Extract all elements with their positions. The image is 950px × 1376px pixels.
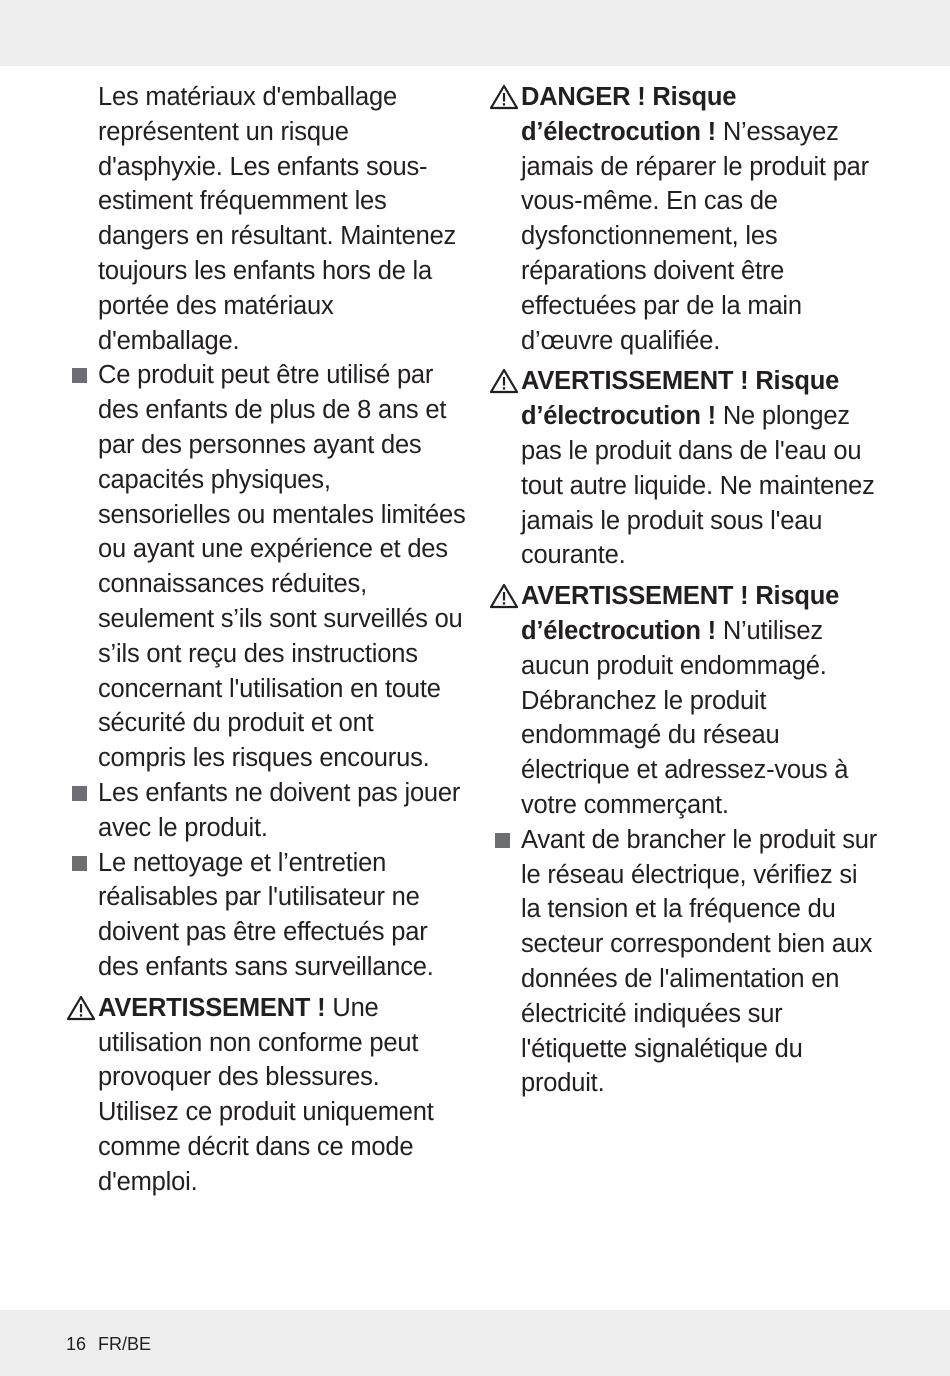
warning-heading: AVERTISSEMENT ! Risque d’électrocution ! xyxy=(521,582,840,645)
warning-item xyxy=(487,579,887,823)
warning-triangle-icon xyxy=(489,583,519,609)
square-bullet-icon xyxy=(495,833,510,848)
square-bullet-icon xyxy=(72,368,87,383)
bullet-text: Avant de brancher le produit sur le réseau électrique, vérifiez si la tension et la fréquence du secteur correspondent bien aux données de l'alimentation en électricité indiquées sur l'étiquette signalétique du produit. xyxy=(521,825,878,1098)
warning-triangle-icon xyxy=(66,995,96,1021)
paragraph-text: Les matériaux d'emballage représentent un risque d'asphyxie. Les enfants sous-estiment fréquemment les dangers en résultant. Maintenez toujours les enfants hors de la portée des matériaux d'emballage. xyxy=(98,83,457,355)
square-bullet-icon xyxy=(72,856,87,871)
warning-triangle-icon xyxy=(489,84,519,110)
warning-body: N’essayez jamais de réparer le produit par vous-même. En cas de dysfonctionnement, les réparations doivent être effectuées par de la main d’œuvre qualifiée. xyxy=(521,117,869,355)
page-number: 16 xyxy=(66,1334,87,1354)
warning-text xyxy=(521,80,883,358)
bullet-item xyxy=(64,358,469,776)
square-bullet-icon xyxy=(72,786,87,801)
bullet-text: Le nettoyage et l’entretien réalisables par l'utilisateur ne doivent pas être effectués par des enfants sans surveillance. xyxy=(98,848,434,981)
warning-item xyxy=(64,991,469,1200)
warning-body: Ne plongez pas le produit dans de l'eau ou tout autre liquide. Ne maintenez jamais le produit sous l'eau courante. xyxy=(521,402,875,570)
warning-heading: DANGER ! Risque d’électrocution ! xyxy=(521,83,737,146)
bullet-text: Ce produit peut être utilisé par des enfants de plus de 8 ans et par des personnes ayant des capacités physiques, sensorielles ou mentales limitées ou ayant une expérience et des connaissances réduites, seulement s’ils sont surveillés ou s’ils ont reçu des instructions concernant l'utilisation en toute sécurité du produit et ont compris les risques encourus. xyxy=(98,361,466,773)
header-band xyxy=(0,0,950,66)
warning-text xyxy=(521,579,883,823)
left-column xyxy=(64,80,469,1200)
right-column xyxy=(487,80,887,1101)
warning-item xyxy=(487,364,887,573)
text-block xyxy=(64,80,469,358)
bullet-item xyxy=(64,846,469,985)
warning-item xyxy=(487,80,887,358)
warning-body: N’utilisez aucun produit endommagé. Débranchez le produit endommagé du réseau électrique et adressez-vous à votre commerçant. xyxy=(521,616,849,819)
warning-heading: AVERTISSEMENT ! xyxy=(98,993,326,1022)
bullet-item xyxy=(487,823,887,1101)
bullet-item xyxy=(64,776,469,846)
locale-label: FR/BE xyxy=(98,1334,152,1354)
warning-body: Une utilisation non conforme peut provoquer des blessures. Utilisez ce produit uniquement comme décrit dans ce mode d'emploi. xyxy=(98,993,434,1196)
warning-triangle-icon xyxy=(489,368,519,394)
page-footer xyxy=(66,1333,163,1355)
warning-heading: AVERTISSEMENT ! Risque d’électrocution ! xyxy=(521,367,840,431)
warning-text xyxy=(521,364,883,573)
warning-text xyxy=(98,991,443,1200)
bullet-text: Les enfants ne doivent pas jouer avec le produit. xyxy=(98,778,461,842)
